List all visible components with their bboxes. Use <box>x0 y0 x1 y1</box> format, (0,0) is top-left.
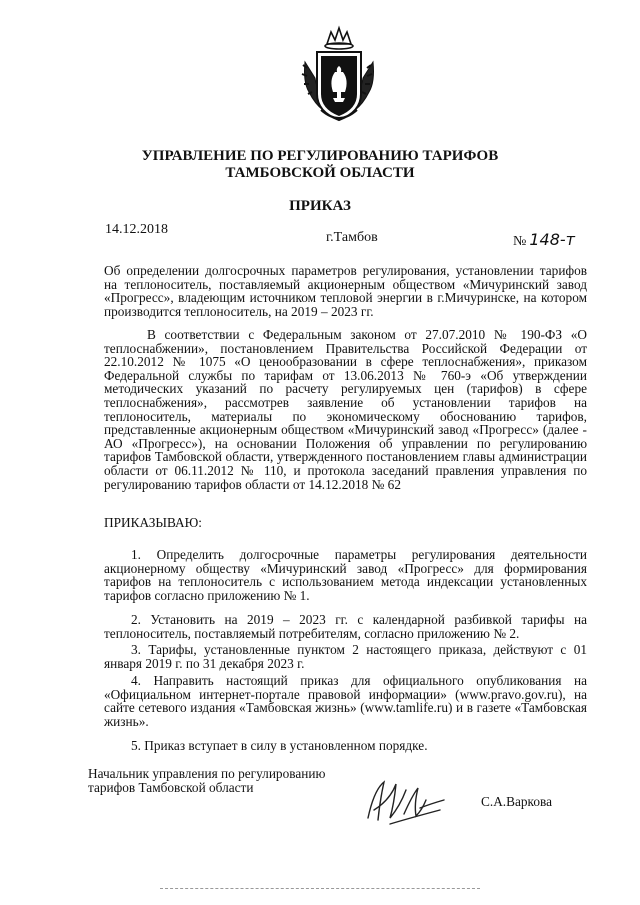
organization-name <box>0 148 640 182</box>
document-type: ПРИКАЗ <box>289 198 351 214</box>
document-number <box>513 230 575 250</box>
document-city: г.Тамбов <box>326 230 378 245</box>
order-item-4: 4. Направить настоящий приказ для официального опубликования на «Официальном интернет-портале правовой информации» (www.pravo.gov.ru), на сайте сетевого издания «Тамбовская жизнь» (www.tamlife.ru) и в газете «Тамбовская жизнь». <box>104 673 587 729</box>
handwritten-signature <box>360 770 450 830</box>
order-item-2: 2. Установить на 2019 – 2023 гг. с календарной разбивкой тарифы на теплоноситель, поставляемый потребителям, согласно приложению № 2. <box>104 612 587 641</box>
order-item-5: 5. Приказ вступает в силу в установленном порядке. <box>131 738 428 753</box>
preamble-paragraph: В соответствии с Федеральным законом от 27.07.2010 № 190-ФЗ «О теплоснабжении», постановлением Правительства Российской Федерации от 22.10.2012 № 1075 «О ценообразовании в сфере теплоснабжения», приказом Федеральной службы по тарифам от 13.06.2013 № 760-э «Об утверждении методических указаний по расчету регулируемых цен (тарифов) в сфере теплоснабжения», рассмотрев заявление об установлении тарифов на теплоноситель, материалы по экономическому обоснованию тарифов, представленные акционерным обществом «Мичуринский завод «Прогресс» (далее - АО «Прогресс»), на основании Положения об управлении по регулированию тарифов Тамбовской области, утвержденного постановлением главы администрации области от 06.11.2012 № 110, и протокола заседаний правления управления по регулированию тарифов области от 14.12.2018 № 62 <box>104 327 587 492</box>
page-footer-divider <box>160 888 480 889</box>
signatory-name: С.А.Варкова <box>481 794 552 809</box>
signatory-title-line-2: тарифов Тамбовской области <box>88 779 254 795</box>
signatory-title-line-1: Начальник управления по регулированию <box>88 766 326 781</box>
order-item-1: 1. Определить долгосрочные параметры регулирования деятельности акционерному обществу «Мичуринский завод «Прогресс» для формирования тарифов на теплоноситель с использованием метода индексации установленных тарифов согласно приложению № 1. <box>104 547 587 603</box>
order-keyword: ПРИКАЗЫВАЮ: <box>104 515 202 530</box>
handwritten-number: 148-т <box>529 230 575 249</box>
order-item-3: 3. Тарифы, установленные пунктом 2 настоящего приказа, действуют с 01 января 2019 г. по 31 декабря 2023 г. <box>104 642 587 671</box>
document-subject: Об определении долгосрочных параметров регулирования, установлении тарифов на теплоноситель, поставляемый акционерным обществом «Мичуринский завод «Прогресс», владеющим источником тепловой энергии в г.Мичуринске, на котором производится теплоноситель, на 2019 – 2023 гг. <box>104 263 587 319</box>
number-sign: № <box>513 234 527 249</box>
signatory-title <box>88 767 325 794</box>
document-date: 14.12.2018 <box>105 222 168 237</box>
organization-name-line-1: УПРАВЛЕНИЕ ПО РЕГУЛИРОВАНИЮ ТАРИФОВ <box>141 148 499 164</box>
tambov-region-coat-of-arms-icon <box>297 22 381 132</box>
organization-name-line-2: ТАМБОВСКОЙ ОБЛАСТИ <box>225 165 415 181</box>
